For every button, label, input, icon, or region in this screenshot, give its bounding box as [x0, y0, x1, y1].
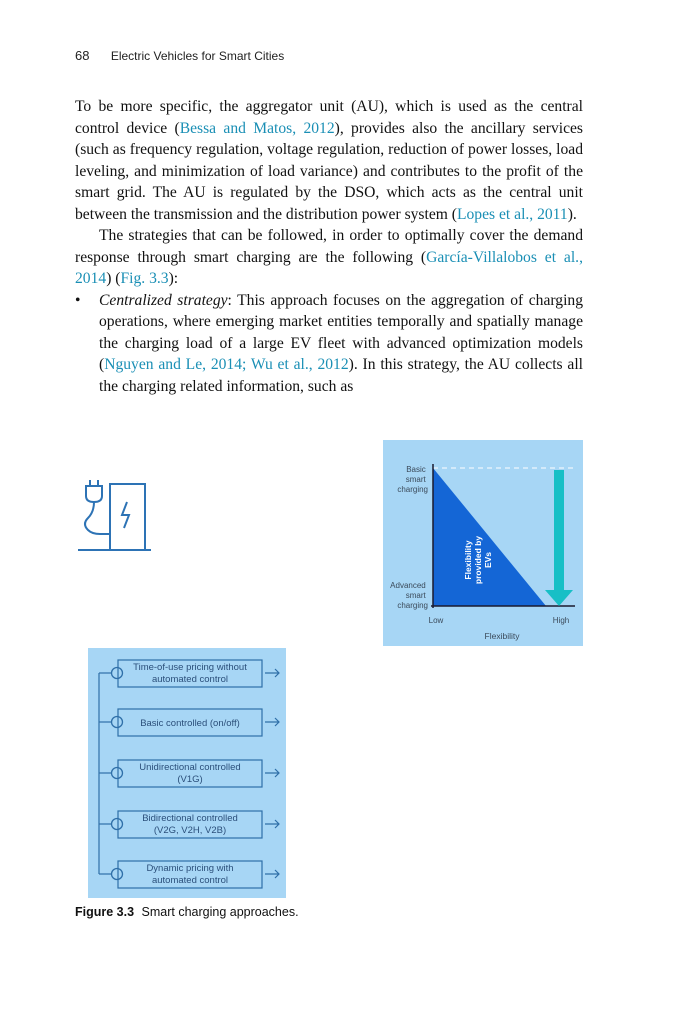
y-label-top-line: Basic	[406, 465, 426, 474]
node-circle	[112, 768, 123, 779]
approach-label: Bidirectional controlled	[142, 813, 238, 824]
paragraph-text: ):	[168, 270, 179, 287]
paragraph-text: ).	[567, 205, 577, 223]
figure-caption	[75, 905, 299, 919]
bullet-symbol: •	[75, 291, 81, 309]
node-circle	[112, 668, 123, 679]
citation-link[interactable]: García-Villalobos et al., 2014	[75, 248, 583, 287]
area-label-line: EVs	[483, 551, 493, 569]
y-label-bottom-line: Advanced	[390, 581, 426, 590]
flexibility-chart	[383, 440, 583, 646]
approach-label: (V2G, V2H, V2B)	[153, 825, 227, 836]
running-title: Electric Vehicles for Smart Cities	[110, 49, 285, 63]
citation-link[interactable]: Lopes et al., 2011	[456, 205, 568, 223]
approach-label: Unidirectional controlled	[139, 762, 241, 773]
area-label-line: Flexibility	[463, 540, 473, 580]
running-header	[75, 48, 284, 63]
approach-label: Dynamic pricing with	[146, 863, 234, 874]
page-number: 68	[75, 48, 90, 63]
approaches-diagram	[88, 648, 286, 898]
bullet-term: Centralized strategy	[99, 291, 228, 309]
approach-label: (V1G)	[177, 774, 203, 785]
body-text	[75, 96, 583, 397]
paragraph-text: ) (	[106, 270, 121, 287]
node-circle	[112, 819, 123, 830]
paragraph-text: ). In this strategy, the AU collects all the charging related information, such as	[99, 356, 584, 395]
approach-label: Time-of-use pricing without	[133, 662, 247, 673]
plug-cable	[85, 502, 110, 534]
figure-caption-text: Smart charging approaches.	[141, 905, 299, 919]
paragraph-aggregator	[75, 96, 583, 225]
citation-link[interactable]: Bessa and Matos, 2012	[179, 119, 335, 137]
paragraph-strategies	[75, 225, 583, 290]
paragraph-text: : This approach focuses on the aggregation of charging operations, where emerging market entities temporally and spatially manage the charging load of a large EV fleet with advanced optimization models (	[99, 291, 584, 373]
y-label-top-line: smart	[405, 475, 426, 484]
node-circle	[112, 869, 123, 880]
y-label-bottom-line: smart	[405, 591, 426, 600]
bullet-centralized-strategy	[75, 290, 583, 398]
node-circle	[112, 717, 123, 728]
flexibility-arrow-shaft	[554, 470, 564, 590]
approach-label: automated control	[151, 674, 229, 685]
figure-reference-link[interactable]: Fig. 3.3	[120, 270, 169, 287]
plug-head	[86, 480, 102, 502]
citation-link[interactable]: Nguyen and Le, 2014; Wu et al., 2012	[104, 356, 349, 373]
x-label-low: Low	[428, 616, 444, 625]
y-label-top-line: charging	[397, 485, 428, 494]
ev-charger-icon	[78, 478, 158, 554]
x-axis-title: Flexibility	[484, 631, 520, 641]
paragraph-text: ), provides also the ancillary services (such as frequency regulation, voltage regulation, reduction of power losses, load leveling, and minimization of load variance) and contributes to the profit of the smart grid. The AU is regulated by the DSO, which acts as the central unit between the transmission and the distribution power system (	[75, 119, 583, 223]
approach-label: automated control	[151, 875, 229, 886]
paragraph-text: The strategies that can be followed, in order to optimally cover the demand response through smart charging are the following (	[75, 227, 583, 266]
y-label-bottom-line: charging	[397, 601, 428, 610]
x-label-high: High	[552, 616, 570, 625]
area-label-line: provided by	[473, 535, 483, 585]
lightning-bolt	[122, 502, 129, 528]
approach-label: Basic controlled (on/off)	[140, 718, 240, 729]
paragraph-text: To be more specific, the aggregator unit (AU), which is used as the central control device (	[75, 98, 583, 137]
figure-number: Figure 3.3	[75, 905, 135, 919]
